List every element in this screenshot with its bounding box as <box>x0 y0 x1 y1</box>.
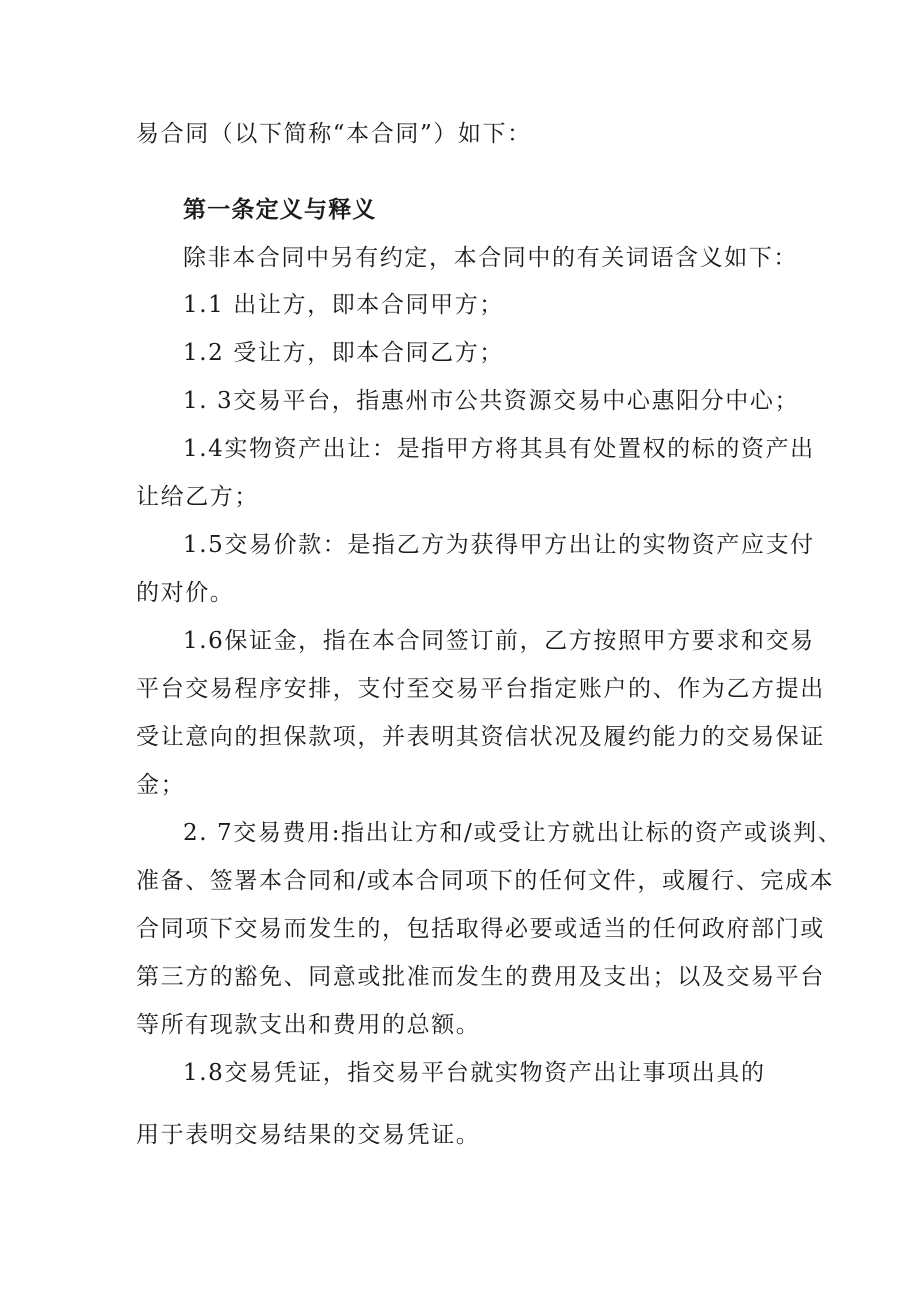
clause-1-8-cont: 用于表明交易结果的交易凭证。 <box>136 1122 481 1148</box>
clause-1-3: 1. 3交易平台，指惠州市公共资源交易中心惠阳分中心； <box>183 388 800 414</box>
clause-1-4: 1.4实物资产出让：是指甲方将其具有处置权的标的资产出 <box>183 436 815 462</box>
clause-1-5: 1.5交易价款：是指乙方为获得甲方出让的实物资产应支付 <box>183 532 815 558</box>
clause-1-7: 2. 7交易费用:指出让方和/或受让方就出让标的资产或谈判、 <box>183 820 843 846</box>
clause-1-7-cont: 准备、签署本合同和/或本合同项下的任何文件，或履行、完成本 <box>136 868 835 894</box>
clause-1-7-cont: 第三方的豁免、同意或批准而发生的费用及支出；以及交易平台 <box>136 964 825 990</box>
clause-1-6: 1.6保证金，指在本合同签订前，乙方按照甲方要求和交易 <box>183 628 815 654</box>
clause-1-7-cont: 等所有现款支出和费用的总额。 <box>136 1012 481 1038</box>
clause-1-7-cont: 合同项下交易而发生的，包括取得必要或适当的任何政府部门或 <box>136 916 825 942</box>
clause-1-6-cont: 金； <box>136 772 186 798</box>
clause-1-1: 1.1 出让方，即本合同甲方； <box>183 292 504 318</box>
clause-1-8: 1.8交易凭证，指交易平台就实物资产出让事项出具的 <box>183 1060 766 1086</box>
clause-1-6-cont: 受让意向的担保款项，并表明其资信状况及履约能力的交易保证 <box>136 724 825 750</box>
clause-1-5-cont: 的对价。 <box>136 580 235 606</box>
intro-line: 易合同（以下简称“本合同”）如下： <box>136 121 532 147</box>
article-heading: 第一条定义与释义 <box>183 196 377 223</box>
paragraph-line: 除非本合同中另有约定，本合同中的有关词语含义如下： <box>183 245 798 271</box>
clause-1-2: 1.2 受让方，即本合同乙方； <box>183 340 504 366</box>
clause-1-6-cont: 平台交易程序安排，支付至交易平台指定账户的、作为乙方提出 <box>136 676 825 702</box>
clause-1-4-cont: 让给乙方； <box>136 484 259 510</box>
